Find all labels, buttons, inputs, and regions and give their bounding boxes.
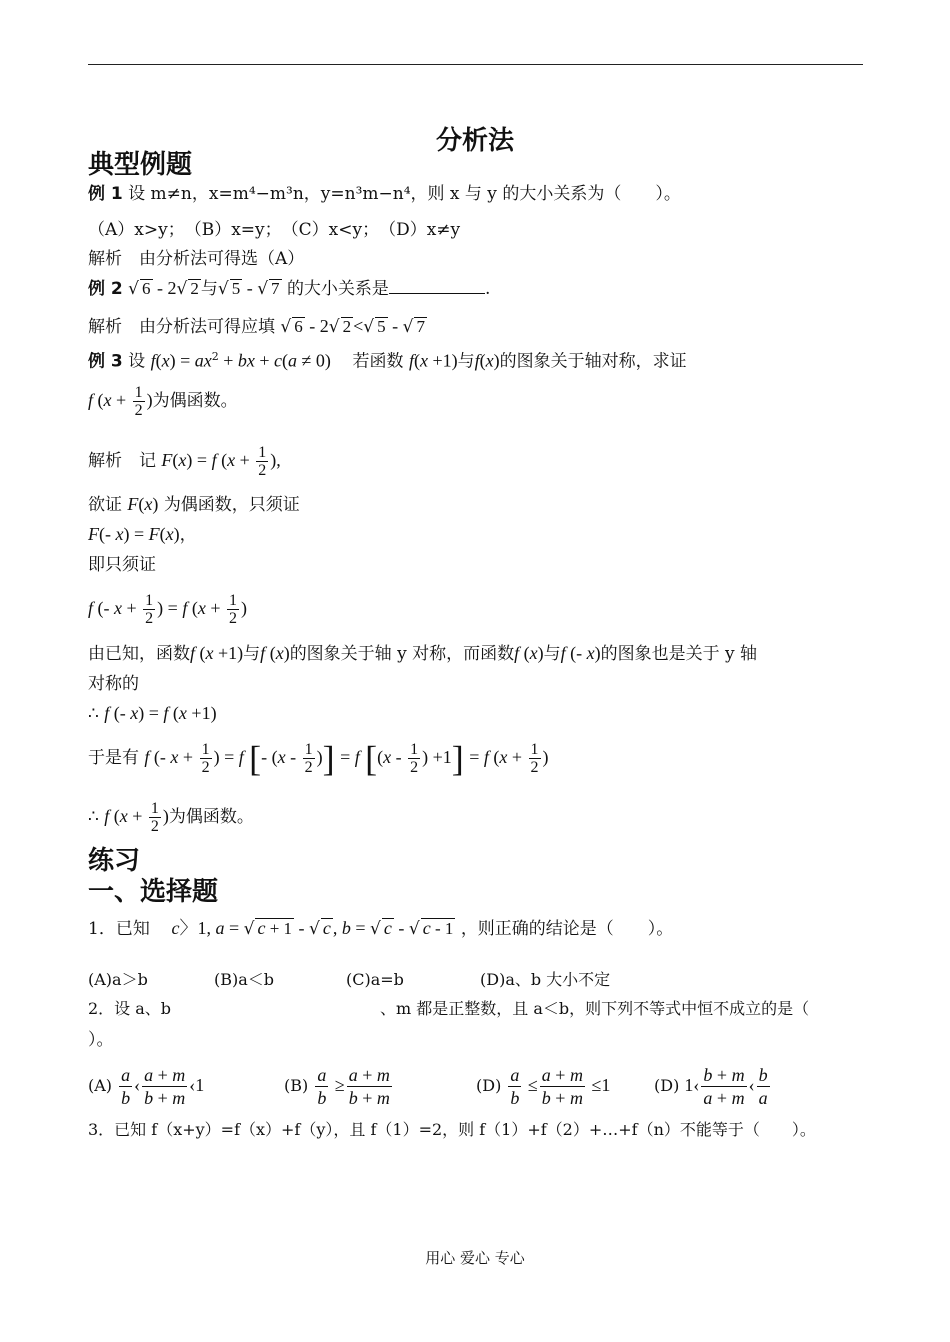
question-1-option-b: (B)a＜b bbox=[214, 970, 275, 989]
example-3-known: 由已知，函数f (x +1)与f (x)的图象关于轴 y 对称，而函数f (x)与f (- x)的图象也是关于 y 轴 bbox=[88, 643, 758, 664]
example-3-func-def: f bbox=[150, 350, 156, 371]
header-rule bbox=[88, 64, 863, 65]
question-2-option-d: (D) 1‹ $\frac{b + m}{a + m}$ ‹ $\frac{b}{a}$ bbox=[654, 1065, 768, 1108]
example-3-comma: ， bbox=[179, 525, 197, 545]
example-3-therefore-1: ∴ f (- x) = f (x +1) bbox=[88, 703, 217, 724]
question-1-option-a: (A)a＞b bbox=[88, 970, 148, 989]
example-1-question bbox=[88, 182, 681, 206]
question-1-option-c: (C)a=b bbox=[346, 970, 404, 989]
question-1: 1．已知 c〉1, a = √ c + 1 - √ c , b = √ c - √ c - 1 ，则正确的结论是（ ）。 bbox=[88, 918, 674, 939]
example-2-label: 例 2 bbox=[88, 279, 123, 299]
question-2-line-2: ）。 bbox=[88, 1030, 114, 1050]
example-3-even-2: 为偶函数。 bbox=[168, 807, 254, 827]
example-1-solution: 解析 由分析法可得选（A） bbox=[88, 249, 305, 269]
question-2-text-a: 2．设 a、b bbox=[88, 999, 172, 1018]
example-3-known-a: 由已知，函数 bbox=[88, 644, 190, 664]
example-3-and-2: 与 bbox=[243, 644, 261, 664]
question-2-option-a-label: (A) bbox=[88, 1076, 113, 1095]
question-2-line-1 bbox=[88, 997, 810, 1021]
therefore-symbol-2: ∴ bbox=[88, 807, 99, 827]
example-3-and: 与 bbox=[457, 351, 475, 372]
example-3-and-3: 与 bbox=[543, 644, 561, 664]
example-3-sol-prefix: 解析 记 bbox=[88, 451, 156, 471]
example-2-solution-text: 解析 由分析法可得应填 bbox=[88, 317, 275, 337]
example-3-want-end: 为偶函数，只须证 bbox=[163, 495, 300, 515]
question-2-option-a: (A) $\frac{a}{b}$ ‹ $\frac{a + m}{b + m}$ ‹1 bbox=[88, 1065, 205, 1108]
example-2-expr-a: √ 6 - 2√ 2 bbox=[128, 278, 199, 299]
example-2-answer-expr: √ 6 - 2√ 2 <√ 5 - √ 7 bbox=[280, 316, 425, 337]
example-2-solution bbox=[88, 314, 427, 339]
page-title: 分析法 bbox=[435, 126, 514, 156]
section-heading-choice: 一、选择题 bbox=[88, 877, 219, 907]
question-2-option-d-label: (D) bbox=[654, 1076, 680, 1095]
section-heading-practice: 练习 bbox=[88, 846, 141, 876]
example-3-claim: f (x + $\frac{1}{2}$ )为偶函数。 bbox=[88, 384, 238, 419]
example-3-even: 为偶函数。 bbox=[152, 391, 238, 411]
example-3-question: 例 3 设 $f(x) = ax^2$ + bx + c(a ≠ 0) 若函数 f(x +1)与f(x)的图象关于轴对称，求证 bbox=[88, 350, 687, 372]
example-3-solution-def: 解析 记 F(x) = f (x + $\frac{1}{2}$ ), bbox=[88, 444, 281, 479]
example-3-mid: 若函数 bbox=[352, 351, 404, 372]
example-3-conclusion: ∴ f (x + $\frac{1}{2}$ )为偶函数。 bbox=[88, 800, 254, 835]
section-heading-examples: 典型例题 bbox=[88, 150, 193, 180]
example-3-eq1: F(- x) = F(x)， bbox=[88, 524, 197, 545]
example-2-question: 例 2 √ 6 - 2√ 2 与√ 5 - √ 7 的大小关系是 . bbox=[88, 278, 491, 299]
example-3-known-c: 的图象也是关于 y 轴 bbox=[600, 644, 758, 664]
example-1-options: （A）x>y； （B）x=y； （C）x<y； （D）x≠y bbox=[88, 220, 461, 240]
example-1-text: 设 m≠n，x=m⁴−m³n，y=n³m−n⁴，则 x 与 y 的大小关系为（ ）。 bbox=[128, 184, 681, 204]
example-2-and: 与 bbox=[200, 279, 218, 299]
example-3-eq2: f (- x + $\frac{1}{2}$ ) = f (x + $\frac{1}{2}$ ) bbox=[88, 592, 247, 627]
example-2-expr-b: √ 5 - √ 7 bbox=[217, 278, 280, 299]
question-1-option-d: (D)a、b 大小不定 bbox=[480, 970, 611, 989]
question-1-prefix: 1．已知 bbox=[88, 919, 150, 939]
question-2-text-b: 、m 都是正整数，且 a＜b，则下列不等式中恒不成立的是（ bbox=[380, 999, 810, 1018]
example-1-label: 例 1 bbox=[88, 184, 123, 204]
question-2-option-c-label: (D) bbox=[476, 1076, 502, 1095]
question-1-suffix: ，则正确的结论是（ ）。 bbox=[460, 919, 674, 939]
example-3-want: 欲证 F(x) 为偶函数，只须证 bbox=[88, 494, 300, 515]
example-3-known-d: 对称的 bbox=[88, 674, 139, 694]
therefore-symbol: ∴ bbox=[88, 704, 99, 724]
example-3-yushi: 于是有 bbox=[88, 748, 139, 768]
example-3-known-b: 的图象关于轴 y 对称，而函数 bbox=[289, 644, 515, 664]
example-3-only: 即只须证 bbox=[88, 555, 156, 575]
page-footer: 用心 爱心 专心 bbox=[425, 1249, 525, 1267]
example-2-tail: 的大小关系是 bbox=[286, 279, 389, 299]
example-3-want-text: 欲证 bbox=[88, 495, 122, 515]
question-2-option-b-label: (B) bbox=[284, 1076, 309, 1095]
example-3-label: 例 3 bbox=[88, 351, 123, 372]
question-2-option-b: (B) $\frac{a}{b}$ ≥ $\frac{a + m}{b + m}$ bbox=[284, 1065, 390, 1108]
answer-blank bbox=[389, 277, 485, 294]
example-3-she: 设 bbox=[128, 351, 146, 372]
example-3-derivation: 于是有 f (- x + $\frac{1}{2}$ ) = f [- (x - $\frac{1}{2}$ )] = f [(x - $\frac{1}{2}$ ) +1] = f (x + $\frac{1}{2}$ ) bbox=[88, 738, 549, 779]
question-3: 3．已知 f（x+y）=f（x）+f（y），且 f（1）=2，则 f（1）+f（2）+…+f（n）不能等于（ ）。 bbox=[88, 1120, 816, 1139]
question-2-option-c: (D) $\frac{a}{b}$ ≤ $\frac{a + m}{b + m}$ ≤1 bbox=[476, 1065, 611, 1108]
example-3-end: 的图象关于轴对称，求证 bbox=[499, 351, 687, 372]
